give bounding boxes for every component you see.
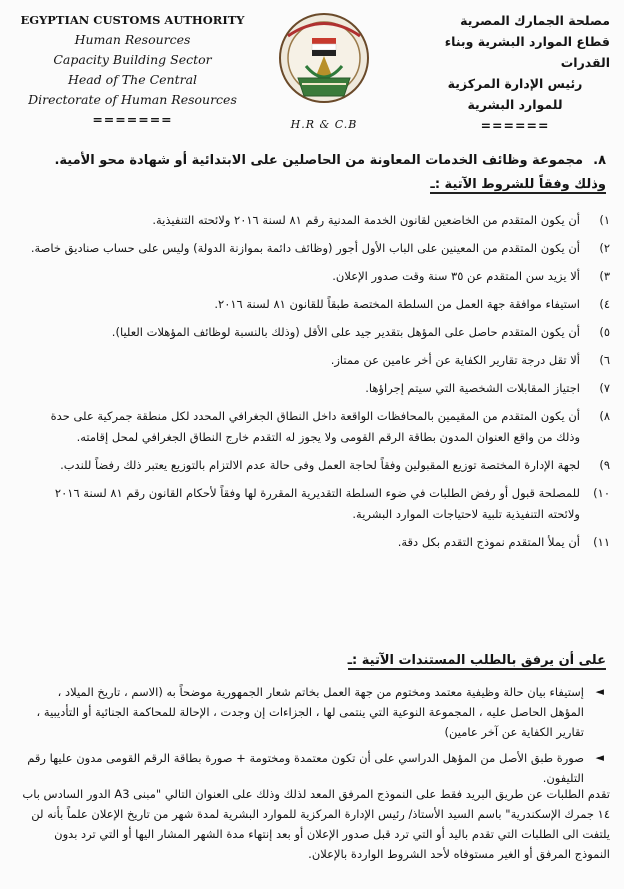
condition-text: ألا تقل درجة تقارير الكفاية عن أخر عامين عن ممتاز. — [330, 353, 580, 367]
condition-text: أن يكون المتقدم حاصل على المؤهل بتقدير جيد على الأقل (وذلك بالنسبة لوظائف المؤهلات العليا). — [111, 325, 580, 339]
document-text: إستيفاء بيان حالة وظيفية معتمد ومختوم من جهة العمل بخاتم شعار الجمهورية موضحاً به (الاسم ، تاريخ الميلاد ، المؤهل الحاصل عليه ، المجموعة النوعية التي ينتمى لها ، الجزاءات إن وجدت ، الإحالة للمحاكمة الجنائية أو التأديبية ، تقارير الكفاية عن آخر عامين) — [36, 685, 584, 739]
condition-item — [25, 483, 610, 525]
condition-item — [25, 266, 610, 287]
conditions-heading — [16, 174, 606, 196]
condition-number: ٣) — [599, 269, 610, 283]
condition-item — [25, 350, 610, 371]
conditions-list — [25, 210, 610, 560]
condition-number: ٧) — [599, 381, 610, 395]
condition-item — [25, 294, 610, 315]
conditions-heading-text: وذلك وفقاً للشروط الآتية :ـ — [430, 177, 606, 192]
condition-number: ١١) — [593, 535, 610, 549]
condition-text: لجهة الإدارة المختصة توزيع المقبولين وفقاً لحاجة العمل وفى حالة عدم الالتزام بالتوزيع يعتبر ذلك رفضاً للندب. — [60, 458, 580, 472]
condition-item — [25, 532, 610, 553]
arabic-letterhead — [400, 10, 610, 136]
condition-item — [25, 322, 610, 343]
section-number: ٨. — [593, 153, 606, 168]
section-heading — [16, 150, 606, 172]
letterhead — [0, 0, 624, 140]
condition-item — [25, 378, 610, 399]
condition-text: للمصلحة قبول أو رفض الطلبات في ضوء السلطة التقديرية المقررة لها وفقاً لأحكام القانون رقم ٨١ لسنة ٢٠١٦ ولائحته التنفيذية تلبية لاحتياجات الموارد البشرية. — [54, 486, 580, 521]
separator-ar: ====== — [480, 118, 550, 133]
condition-number: ٩) — [599, 458, 610, 472]
condition-text: أن يكون المتقدم من المقيمين بالمحافظات الواقعة داخل النطاق الجغرافي المحدد لكل منطقة جمركية على حدة وذلك من واقع العنوان المدون بطاقة الرقم القومى ولا يجوز له التقدم خارج النطاق الجغرافي لمحل إقامته. — [50, 409, 580, 444]
condition-item — [25, 210, 610, 231]
arrow-bullet-icon: ◄ — [595, 751, 604, 764]
documents-heading-text: على أن يرفق بالطلب المستندات الآتية :ـ — [347, 653, 606, 668]
document-item — [20, 748, 610, 788]
condition-item — [25, 406, 610, 448]
directorate-line-ar: للموارد البشرية — [467, 97, 563, 112]
customs-emblem-icon — [276, 6, 372, 130]
condition-text: اجتياز المقابلات الشخصية التي سيتم إجراؤها. — [365, 381, 580, 395]
condition-number: ٢) — [599, 241, 610, 255]
head-line-ar: رئيس الإدارة المركزية — [447, 76, 583, 91]
submission-instructions: تقدم الطلبات عن طريق البريد فقط على النموذج المرفق المعد لذلك وذلك على العنوان التالي "مبنى A3 الدور السادس باب ١٤ جمرك الإسكندرية" باسم السيد الأستاذ/ رئيس الإدارة المركزية للموارد البشرية لمدة شهر من تاريخ الإعلان علماً بأنه لن يلتفت الى الطلبات التي تقدم باليد أو التي ترد قبل صدور الإعلان أو بعد إنتهاء مدة الشهر المشار اليها أو التي ترد بدون النموذج المرفق أو الغير مستوفاه لأحد الشروط الواردة بالإعلان. — [22, 787, 610, 861]
document-item — [20, 682, 610, 742]
sector-line-ar: قطاع الموارد البشرية وبناء القدرات — [444, 34, 610, 70]
department-line-en: Human Resources — [74, 32, 191, 47]
condition-text: أن يكون المتقدم من المعينين على الباب الأول أجور (وظائف دائمة بموازنة الدولة) وليس على حساب صناديق خاصة. — [30, 241, 580, 255]
condition-number: ٥) — [599, 325, 610, 339]
arrow-bullet-icon: ◄ — [595, 685, 604, 698]
sector-line-en: Capacity Building Sector — [53, 52, 212, 67]
separator-en: ======= — [92, 112, 173, 127]
english-letterhead — [20, 10, 245, 130]
condition-text: أن يملأ المتقدم نموذج التقدم بكل دقة. — [397, 535, 580, 549]
documents-list — [20, 682, 610, 794]
section-title-text: مجموعة وظائف الخدمات المعاونة من الحاصلين على الابتدائية أو شهادة محو الأمية. — [54, 153, 584, 168]
head-line-en: Head of The Central — [67, 72, 198, 87]
condition-item — [25, 238, 610, 259]
condition-number: ٤) — [599, 297, 610, 311]
condition-number: ٨) — [599, 409, 610, 423]
condition-number: ١٠) — [593, 486, 610, 500]
condition-text: ألا يزيد سن المتقدم عن ٣٥ سنة وقت صدور الإعلان. — [332, 269, 580, 283]
authority-name-en: EGYPTIAN CUSTOMS AUTHORITY — [20, 13, 245, 27]
condition-number: ١) — [599, 213, 610, 227]
directorate-line-en: Directorate of Human Resources — [28, 92, 237, 107]
authority-name-ar: مصلحة الجمارك المصرية — [460, 13, 610, 28]
document-text: صورة طبق الأصل من المؤهل الدراسي على أن تكون معتمدة ومختومة + صورة بطاقة الرقم القومى مدون عليها رقم التليفون. — [27, 751, 584, 785]
condition-text: أن يكون المتقدم من الخاضعين لقانون الخدمة المدنية رقم ٨١ لسنة ٢٠١٦ ولائحته التنفيذية. — [152, 213, 580, 227]
emblem-caption: H.R & C.B — [290, 118, 358, 131]
condition-text: استيفاء موافقة جهة العمل من السلطة المختصة طبقاً للقانون ٨١ لسنة ٢٠١٦. — [214, 297, 580, 311]
condition-item — [25, 455, 610, 476]
documents-heading — [16, 650, 606, 672]
condition-number: ٦) — [599, 353, 610, 367]
